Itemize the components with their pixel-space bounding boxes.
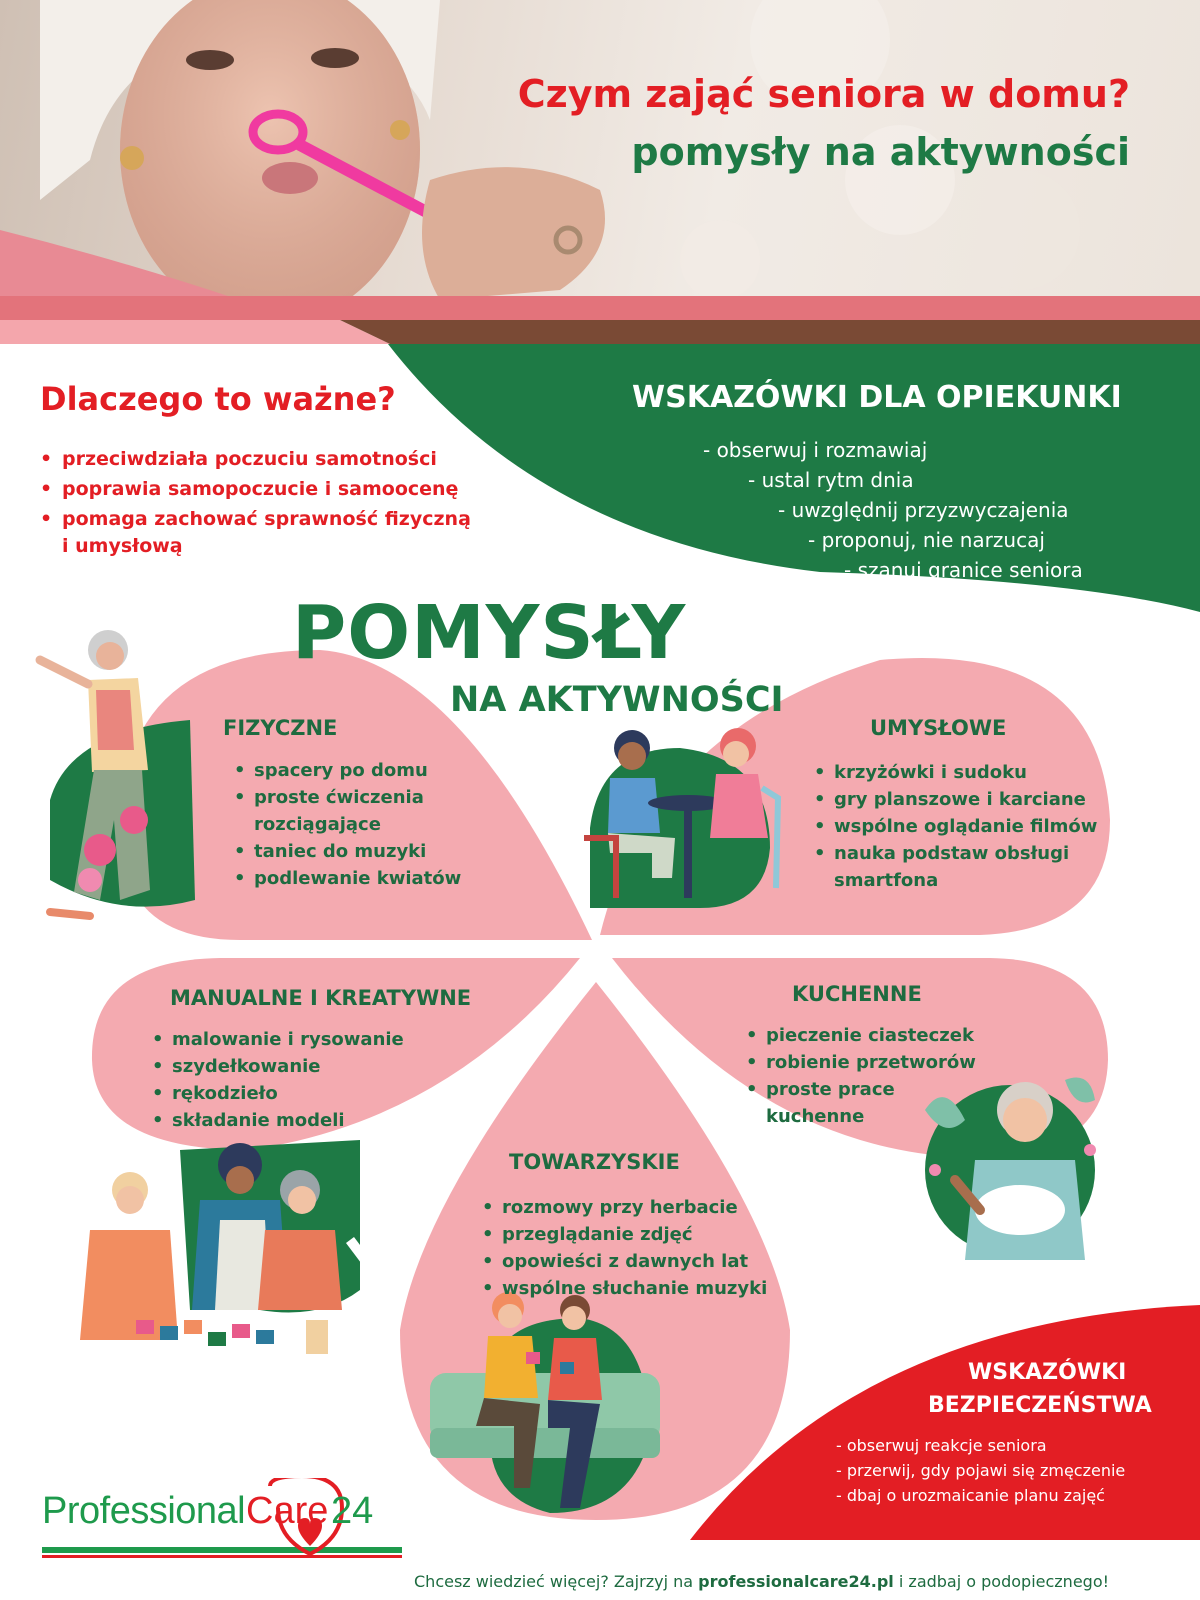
category-heading: FIZYCZNE (223, 716, 338, 740)
category-heading: KUCHENNE (792, 982, 922, 1006)
safety-tip: - obserwuj reakcje seniora (836, 1436, 1047, 1455)
category-item: • malowanie i rysowanie (150, 1026, 450, 1053)
safety-tip: - dbaj o urozmaicanie planu zajęć (836, 1486, 1105, 1505)
main-title-line-1: Czym zająć seniora w domu? (517, 72, 1130, 116)
category-item: • robienie przetworów (744, 1049, 984, 1076)
footer-text (414, 1572, 1109, 1591)
footer-suffix: i zadbaj o podopiecznego! (893, 1572, 1110, 1591)
caregiver-tip: - uwzględnij przyzwyczajenia (778, 498, 1069, 522)
category-item: • składanie modeli (150, 1107, 450, 1134)
category-list (232, 757, 492, 892)
crafting-women-illustration (60, 1140, 360, 1370)
logo-text-24: 24 (331, 1490, 374, 1532)
safety-heading-line-1: WSKAZÓWKI (968, 1360, 1127, 1385)
walking-senior-illustration (30, 620, 210, 940)
category-item: • taniec do muzyki (232, 838, 492, 865)
footer-link[interactable]: professionalcare24.pl (698, 1572, 894, 1591)
caregiver-tips-heading: WSKAZÓWKI DLA OPIEKUNKI (632, 380, 1122, 415)
category-list (480, 1194, 780, 1302)
category-item: • spacery po domu (232, 757, 492, 784)
category-list (744, 1022, 984, 1130)
why-heading: Dlaczego to ważne? (40, 380, 396, 418)
category-item: • nauka podstaw obsługi smartfona (812, 840, 1112, 894)
category-item: • rękodzieło (150, 1080, 450, 1107)
why-item: • przeciwdziała poczuciu samotności (40, 446, 480, 473)
category-item: • gry planszowe i karciane (812, 786, 1112, 813)
caregiver-tip: - obserwuj i rozmawiaj (703, 438, 928, 462)
category-list (150, 1026, 450, 1134)
category-item: • przeglądanie zdjęć (480, 1221, 780, 1248)
caregiver-tip: - szanuj granice seniora (844, 558, 1083, 582)
caregiver-tip: - proponuj, nie narzucaj (808, 528, 1045, 552)
category-item: • opowieści z dawnych lat (480, 1248, 780, 1275)
category-heading: TOWARZYSKIE (509, 1150, 680, 1174)
category-item: • rozmowy przy herbacie (480, 1194, 780, 1221)
why-item: • pomaga zachować sprawność fizyczną i umysłową (40, 506, 480, 560)
logo-text-professional: Professional (42, 1490, 246, 1532)
category-item: • wspólne słuchanie muzyki (480, 1275, 780, 1302)
why-item: • poprawia samopoczucie i samoocenę (40, 476, 480, 503)
main-title-line-2: pomysły na aktywności (631, 130, 1130, 174)
caregiver-tip: - ustal rytm dnia (748, 468, 914, 492)
tea-conversation-illustration (430, 1288, 670, 1528)
category-item: • szydełkowanie (150, 1053, 450, 1080)
category-item: • pieczenie ciasteczek (744, 1022, 984, 1049)
chess-players-illustration (580, 728, 800, 928)
category-item: • krzyżówki i sudoku (812, 759, 1112, 786)
footer-prefix: Chcesz wiedzieć więcej? Zajrzyj na (414, 1572, 699, 1591)
safety-heading-line-2: BEZPIECZEŃSTWA (928, 1393, 1152, 1418)
category-heading: MANUALNE I KREATYWNE (170, 986, 472, 1010)
category-item: • proste ćwiczenia rozciągające (232, 784, 492, 838)
safety-tip: - przerwij, gdy pojawi się zmęczenie (836, 1461, 1126, 1480)
category-item: • podlewanie kwiatów (232, 865, 492, 892)
ideas-subtitle: NA AKTYWNOŚCI (450, 680, 784, 720)
ideas-title: POMYSŁY (292, 590, 687, 676)
category-list (812, 759, 1112, 894)
category-item: • proste prace kuchenne (744, 1076, 984, 1130)
category-heading: UMYSŁOWE (870, 716, 1007, 740)
logo-text-care: Care (246, 1490, 329, 1532)
category-item: • wspólne oglądanie filmów (812, 813, 1112, 840)
